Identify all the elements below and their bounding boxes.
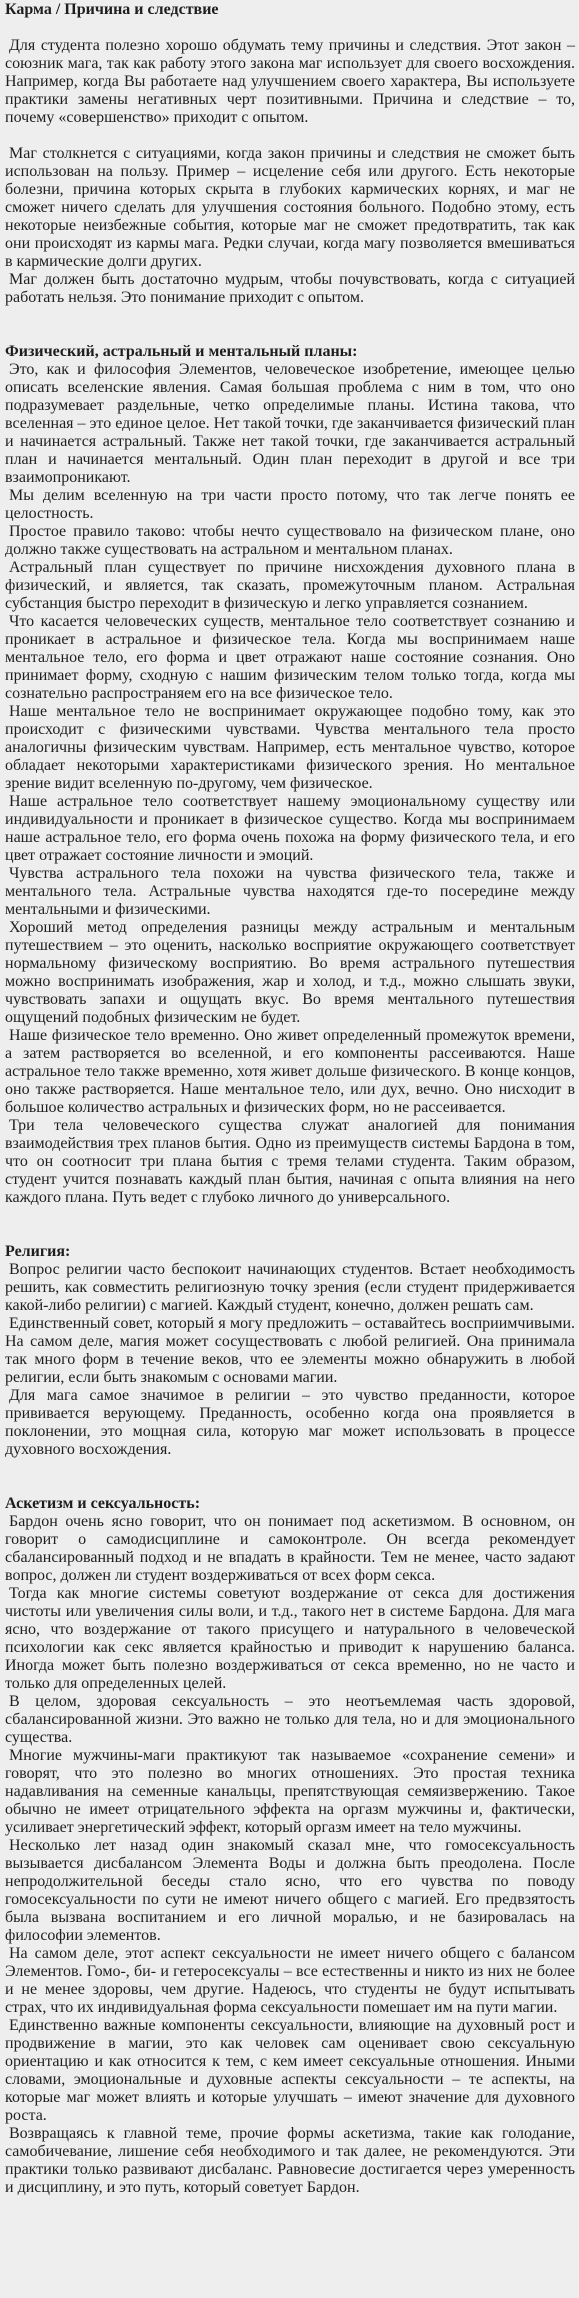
asceticism-paragraph: На самом деле, этот аспект сексуальности не имеет ничего общего с балансом Элементов. Гомо-, би- и гетеросексуалы – все естественны и никто из них не более и не менее здоровы, чем другие. Надеюсь, что студенты не будут испытывать страх, что их индивидуальная форма сексуальности помешает им на пути магии. bbox=[5, 1945, 575, 2016]
planes-paragraph: Три тела человеческого существа служат аналогией для понимания взаимодействия трех планов бытия. Одно из преимуществ системы Бардона в том, что он соотносит три плана бытия с тремя телами студента. Таким образом, студент учится познавать каждый план бытия, начиная с опыта влияния на него каждого плана. Путь ведет с глубоко личного до универсального. bbox=[5, 1117, 575, 1206]
religion-paragraph: Для мага самое значимое в религии – это чувство преданности, которое прививается верующему. Преданность, особенно когда она проявляется в поклонении, это мощная сила, которую маг может использовать в процессе духовного восхождения. bbox=[5, 1387, 575, 1458]
karma-paragraph: Маг должен быть достаточно мудрым, чтобы почувствовать, когда с ситуацией работать нельзя. Это понимание приходит с опытом. bbox=[5, 271, 575, 306]
planes-paragraph: Хороший метод определения разницы между астральным и ментальным путешествием – это оценить, насколько восприятие окружающего соответствует нормальному физическому восприятию. Во время астрального путешествия можно воспринимать изображения, жар и холод, и т.д., можно слышать звуки, чувствовать запахи и ощущать вкус. Во время ментального путешествия ощущений подобных физическим не будет. bbox=[5, 919, 575, 1026]
section-heading-planes: Физический, астральный и ментальный планы: bbox=[5, 343, 358, 360]
planes-paragraph: Наше астральное тело соответствует нашему эмоциональному существу или индивидуальности и проникает в физическое существо. Когда мы воспринимаем наше астральное тело, его форма очень похожа на форму физического тела, и его цвет отражает состояние личности и эмоций. bbox=[5, 793, 575, 864]
section-religion bbox=[5, 1243, 575, 1459]
planes-paragraph: Наше ментальное тело не воспринимает окружающее подобно тому, как это происходит с физическими чувствами. Чувства ментального тела просто аналогичны физическим чувствам. Например, есть ментальное чувство, которое обладает некоторыми характеристиками физического зрения. Но ментальное зрение видит вселенную по-другому, чем физическое. bbox=[5, 703, 575, 792]
planes-paragraph: Наше физическое тело временно. Оно живет определенный промежуток времени, а затем растворяется во вселенной, и его компоненты рассеиваются. Наше астральное тело также временно, хотя живет дольше физического. В конце концов, оно также растворяется. Наше ментальное тело, или дух, вечно. Оно нисходит в большое количество астральных и физических форм, но не рассеивается. bbox=[5, 1027, 575, 1116]
page-title: Карма / Причина и следствие bbox=[5, 1, 219, 18]
religion-paragraph: Вопрос религии часто беспокоит начинающих студентов. Встает необходимость решить, как совместить религиозную точку зрения (если студент придерживается какой-либо религии) с магией. Каждый студент, конечно, должен решать сам. bbox=[5, 1261, 575, 1314]
asceticism-paragraph: Тогда как многие системы советуют воздержание от секса для достижения чистоты или увеличения силы воли, и т.д., такого нет в системе Бардона. Для мага ясно, что воздержание от такого присущего и натурального в человеческой психологии как секс является крайностью и приводит к нарушению баланса. Иногда может быть полезно воздерживаться от секса временно, но не часто и только для определенных целей. bbox=[5, 1585, 575, 1692]
planes-paragraph: Астральный план существует по причине нисхождения духовного плана в физический, и является, так сказать, промежуточным планом. Астральная субстанция быстро переходит в физическую и легко управляется сознанием. bbox=[5, 559, 575, 612]
section-heading-asceticism: Аскетизм и сексуальность: bbox=[5, 1495, 201, 1512]
section-planes bbox=[5, 343, 575, 1207]
planes-paragraph: Простое правило таково: чтобы нечто существовало на физическом плане, оно должно также существовать на астральном и ментальном планах. bbox=[5, 523, 575, 558]
section-asceticism bbox=[5, 1495, 575, 2197]
planes-paragraph: Мы делим вселенную на три части просто потому, что так легче понять ее целостность. bbox=[5, 487, 575, 522]
asceticism-paragraph: Бардон очень ясно говорит, что он понимает под аскетизмом. В основном, он говорит о самодисциплине и самоконтроле. Он всегда рекомендует сбалансированный подход и не впадать в крайности. Тем не менее, часто задают вопрос, должен ли студент воздерживаться от всех форм секса. bbox=[5, 1513, 575, 1584]
karma-paragraph: Для студента полезно хорошо обдумать тему причины и следствия. Этот закон – союзник мага, так как работу этого закона маг использует для своего восхождения. Например, когда Вы работаете над улучшением своего характера, Вы используете практики замены негативных черт позитивными. Причина и следствие – то, почему «совершенство» приходит с опытом. bbox=[5, 37, 575, 126]
planes-paragraph: Чувства астрального тела похожи на чувства физического тела, также и ментального тела. Астральные чувства находятся где-то посередине между ментальными и физическими. bbox=[5, 865, 575, 918]
karma-paragraph: Маг столкнется с ситуациями, когда закон причины и следствия не сможет быть использован на пользу. Пример – исцеление себя или другого. Есть некоторые болезни, причина которых скрыта в глубоких кармических корнях, и маг не сможет ничего сделать для улучшения состояния больного. Подобно этому, есть некоторые неизбежные события, которые маг не сможет предотвратить, так как они происходят из кармы мага. Редки случаи, когда магу позволяется вмешиваться в кармические долги других. bbox=[5, 145, 575, 270]
section-heading-religion: Религия: bbox=[5, 1243, 71, 1260]
asceticism-paragraph: В целом, здоровая сексуальность – это неотъемлемая часть здоровой, сбалансированной жизни. Это важно не только для тела, но и для эмоционального существа. bbox=[5, 1693, 575, 1746]
planes-paragraph: Это, как и философия Элементов, человеческое изобретение, имеющее целью описать вселенские явления. Самая большая проблема с ним в том, что оно подразумевает раздельные, четко определимые планы. Истина такова, что вселенная – это единое целое. Нет такой точки, где заканчивается физический план и начинается астральный. Также нет такой точки, где заканчивается астральный план и начинается ментальный. Один план переходит в другой и все три взаимопроникают. bbox=[5, 361, 575, 486]
asceticism-paragraph: Несколько лет назад один знакомый сказал мне, что гомосексуальность вызывается дисбалансом Элемента Воды и должна быть преодолена. После непродолжительной беседы стало ясно, что его чувства по поводу гомосексуальности по сути не имеют ничего общего с магией. Его предвзятость была вызвана воспитанием и его личной моралью, и не базировалась на философии элементов. bbox=[5, 1837, 575, 1944]
asceticism-paragraph: Единственно важные компоненты сексуальности, влияющие на духовный рост и продвижение в магии, это как человек сам оценивает свою сексуальную ориентацию и как относится к тем, с кем имеет сексуальные отношения. Иными словами, эмоциональные и духовные аспекты сексуальности – те аспекты, на которые маг может влиять и которые улучшать – имеют значение для духовного роста. bbox=[5, 2017, 575, 2124]
planes-paragraph: Что касается человеческих существ, ментальное тело соответствует сознанию и проникает в астральное и физическое тела. Когда мы воспринимаем наше ментальное тело, его форма и цвет отражают наше состояние сознания. Оно принимает форму, сходную с нашим физическим телом только тогда, когда мы сознательно распространяем его на все физическое тело. bbox=[5, 613, 575, 702]
asceticism-paragraph: Многие мужчины-маги практикуют так называемое «сохранение семени» и говорят, что это полезно во многих отношениях. Это простая техника надавливания на семенные канальцы, препятствующая семяизвержению. Такое обычно не имеет отрицательного эффекта на оргазм мужчины и, фактически, усиливает энергетический эффект, который оргазм имеет на тело мужчины. bbox=[5, 1747, 575, 1836]
asceticism-paragraph: Возвращаясь к главной теме, прочие формы аскетизма, такие как голодание, самобичевание, лишение себя необходимого и так далее, не рекомендуются. Эти практики только развивают дисбаланс. Равновесие достигается через умеренность и дисциплину, и это путь, который советует Бардон. bbox=[5, 2125, 575, 2196]
religion-paragraph: Единственный совет, который я могу предложить – оставайтесь восприимчивыми. На самом деле, магия может сосуществовать с любой религией. Она принимала так много форм в течение веков, что ее элементы можно обнаружить в любой религии, если быть знакомым с основами магии. bbox=[5, 1315, 575, 1386]
